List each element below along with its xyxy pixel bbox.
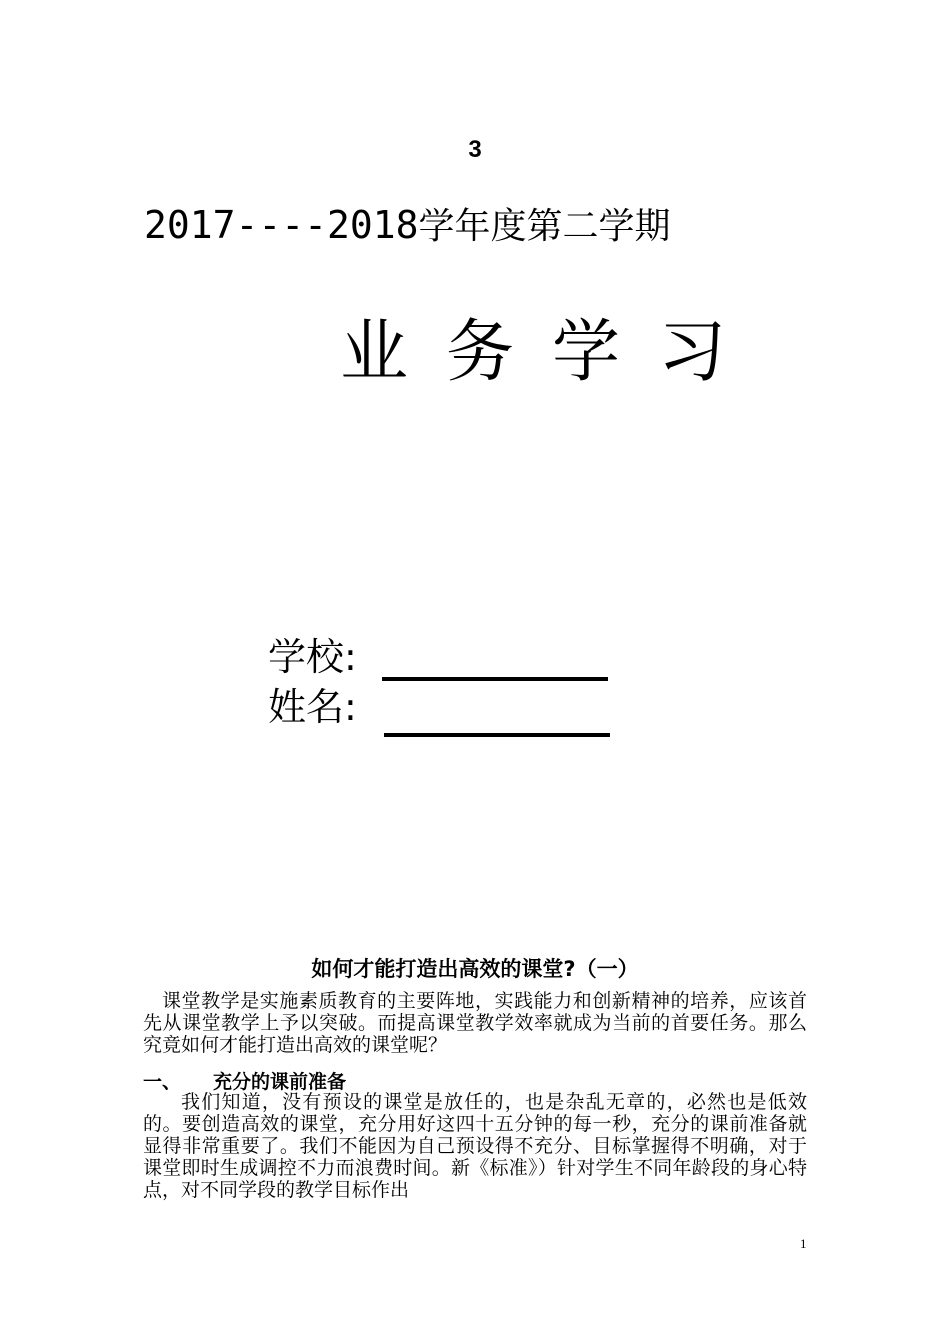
- cover-number: 3: [468, 136, 482, 163]
- section-heading: [143, 1067, 346, 1094]
- page-number: 1: [800, 1236, 807, 1251]
- main-title-char-2: 务: [446, 313, 515, 392]
- school-year-range: 2017----2018: [144, 203, 419, 247]
- article-title: 如何才能打造出高效的课堂?（一）: [311, 957, 639, 981]
- main-title-char-1: 业: [340, 313, 409, 392]
- school-field-line[interactable]: [382, 677, 608, 681]
- name-field-line[interactable]: [384, 733, 610, 737]
- cover-main-title: [340, 298, 726, 395]
- school-field-label: 学校:: [268, 635, 357, 679]
- section-title: 充分的课前准备: [213, 1071, 347, 1093]
- section-body-paragraph: 我们知道，没有预设的课堂是放任的，也是杂乱无章的，必然也是低效的。要创造高效的课堂，充分用好这四十五分钟的每一秒，充分的课前准备就显得非常重要了。我们不能因为自己预设得不充分、目标掌握得不明确，对于课堂即时生成调控不力而浪费时间。新《标准》）针对学生不同年龄段的身心特点，对不同学段的教学目标作出: [143, 1091, 807, 1201]
- article-intro-paragraph: 课堂教学是实施素质教育的主要阵地，实践能力和创新精神的培养，应该首先从课堂教学上予以突破。而提高课堂教学效率就成为当前的首要任务。那么究竟如何才能打造出高效的课堂呢？: [143, 990, 807, 1056]
- main-title-char-3: 学: [552, 313, 621, 392]
- school-year-term: 学年度第二学期: [418, 206, 671, 247]
- school-year-title: [144, 198, 671, 249]
- name-field-label: 姓名:: [268, 685, 357, 729]
- main-title-char-4: 习: [658, 313, 727, 392]
- section-number: 一、: [143, 1071, 182, 1093]
